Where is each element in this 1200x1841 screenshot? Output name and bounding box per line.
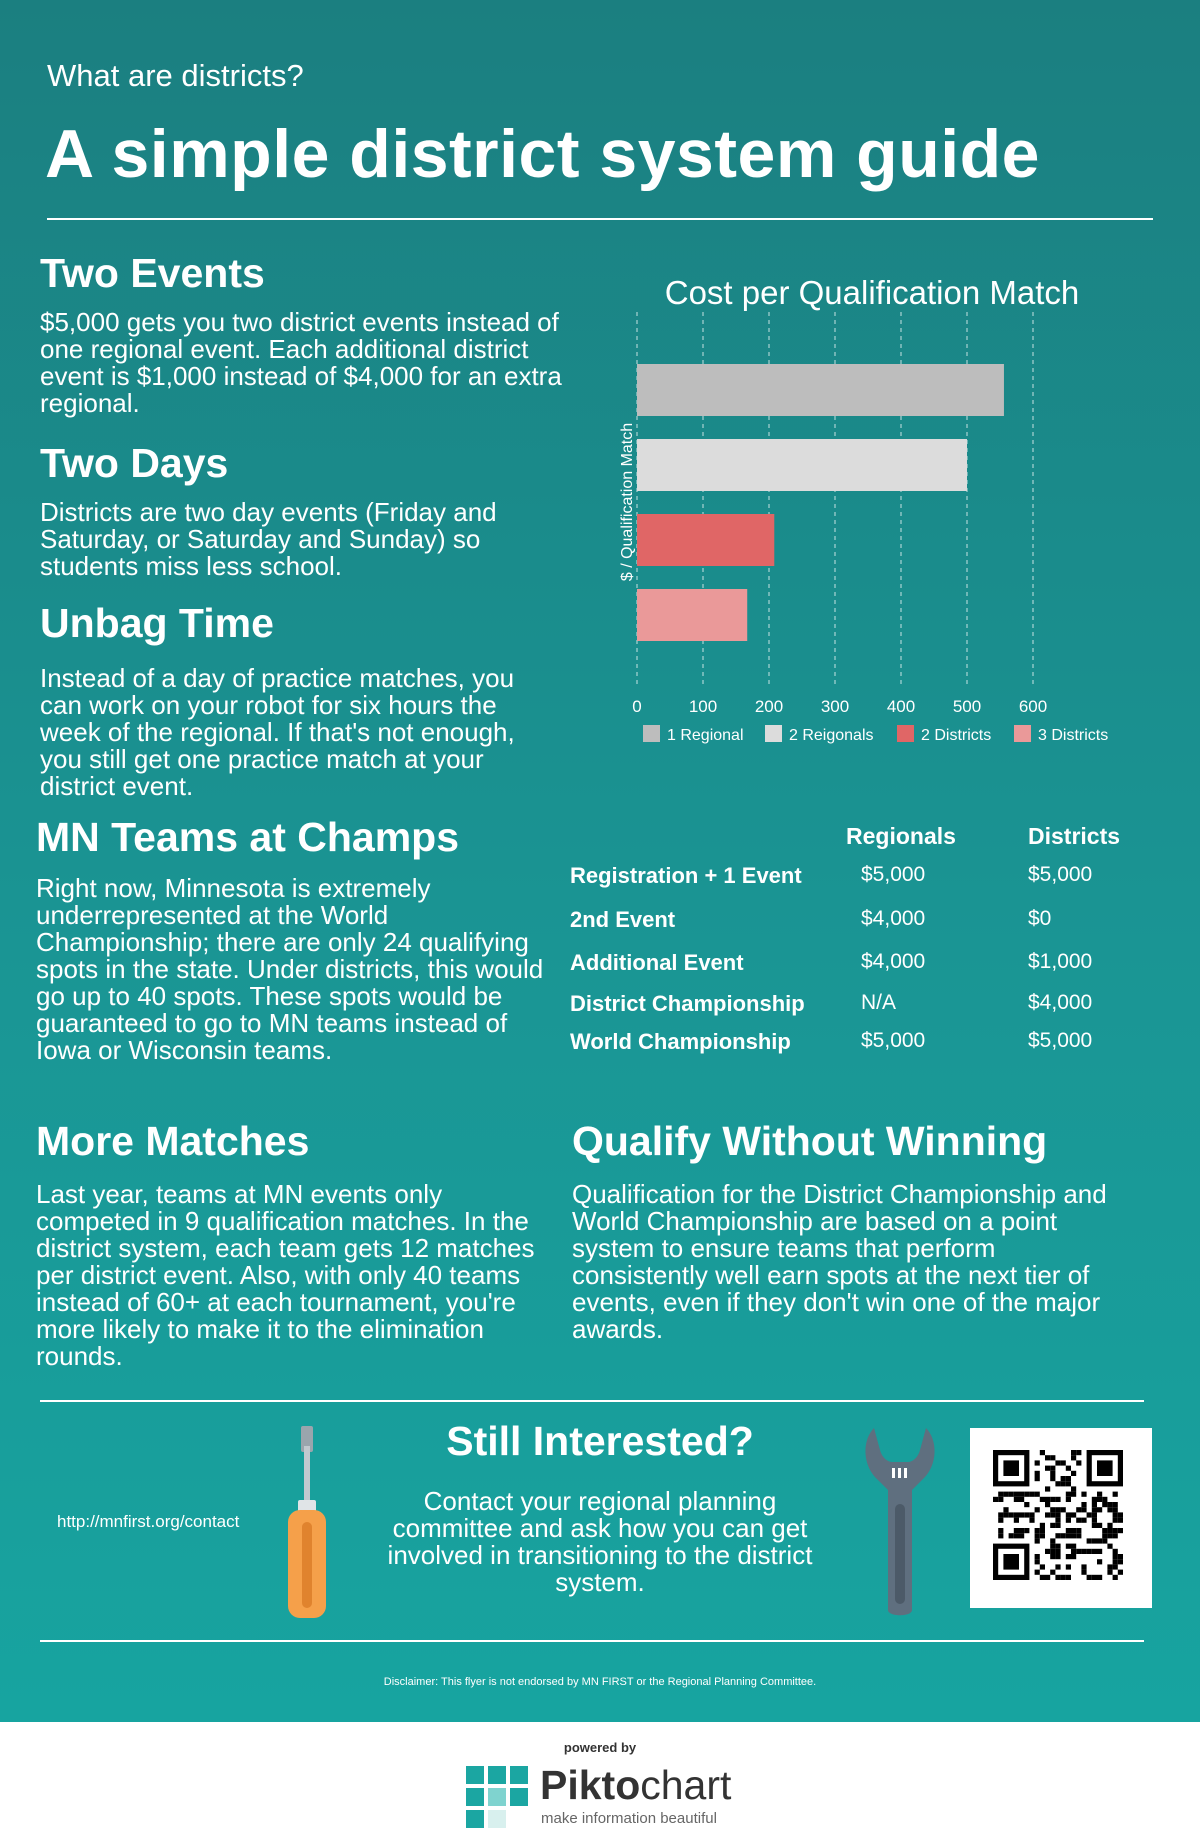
qr-module (1113, 1492, 1118, 1497)
piktochart-brand (540, 1762, 731, 1809)
qr-module (1035, 1528, 1040, 1533)
row-label: World Championship (570, 1029, 791, 1054)
qr-module (1066, 1481, 1071, 1486)
row-label: Registration + 1 Event (570, 863, 802, 888)
section-heading: More Matches (36, 1118, 310, 1164)
piktochart-tagline: make information beautiful (541, 1810, 717, 1827)
piktochart-footer (0, 1722, 1200, 1841)
wrench-icon (860, 1424, 940, 1620)
qr-module (1035, 1570, 1040, 1575)
kicker-text: What are districts? (47, 58, 304, 93)
qr-module (1071, 1492, 1076, 1497)
qr-module (1061, 1533, 1066, 1538)
qr-module (1014, 1512, 1019, 1517)
section-unbag-time (40, 600, 540, 800)
qr-module (1045, 1497, 1050, 1502)
chart-tick-label: 600 (1018, 697, 1048, 716)
chart-tick-label: 300 (820, 697, 850, 716)
chart-tick-label: 100 (688, 697, 718, 716)
qr-module (1097, 1507, 1102, 1512)
qr-module (1061, 1575, 1066, 1580)
qr-code-icon[interactable] (970, 1428, 1152, 1608)
qr-module (1055, 1512, 1060, 1517)
qr-module (1029, 1518, 1034, 1523)
qr-module (1092, 1538, 1097, 1543)
section-body: Qualification for the District Championship and World Championship are based on a point system to ensure teams that perform consistently well earn spots at the next tier of events, even if they don't win one of the major awards. (572, 1179, 1107, 1344)
qr-module (1076, 1533, 1081, 1538)
qr-module (1076, 1549, 1081, 1554)
qr-module (1071, 1450, 1076, 1455)
regionals-cost: $5,000 (861, 1029, 926, 1052)
qr-module (1045, 1502, 1050, 1507)
qr-module (1024, 1512, 1029, 1517)
qr-module (1107, 1523, 1112, 1528)
chart-legend-swatch (643, 725, 660, 742)
qr-module (1107, 1564, 1112, 1569)
qr-module (1113, 1502, 1118, 1507)
piktochart-logo-icon[interactable] (466, 1766, 528, 1828)
qr-module (1055, 1507, 1060, 1512)
qr-module (1076, 1460, 1081, 1465)
row-label: Additional Event (570, 950, 744, 975)
chart-tick-label: 400 (886, 697, 916, 716)
regionals-cost: $4,000 (861, 950, 926, 973)
regionals-cost: N/A (861, 991, 897, 1014)
qr-module (1050, 1544, 1055, 1549)
qr-module (1055, 1554, 1060, 1559)
qr-module (1092, 1497, 1097, 1502)
qr-module (1035, 1507, 1040, 1512)
qr-module (1066, 1544, 1071, 1549)
qr-module (1087, 1575, 1092, 1580)
qr-module (1107, 1544, 1112, 1549)
qr-module (1055, 1549, 1060, 1554)
qr-module (1066, 1466, 1071, 1471)
section-body: Instead of a day of practice matches, you can work on your robot for six hours the week of the regional. If that's not enough, you still get one practice match at your district event. (40, 663, 515, 801)
qr-module (1019, 1528, 1024, 1533)
qr-module (1113, 1575, 1118, 1580)
qr-module (1118, 1554, 1123, 1559)
regionals-cost: $5,000 (861, 863, 926, 886)
qr-module (1045, 1575, 1050, 1580)
qr-module (1040, 1497, 1045, 1502)
qr-module (1019, 1512, 1024, 1517)
qr-module (1050, 1471, 1055, 1476)
disclaimer-text: Disclaimer: This flyer is not endorsed by MN FIRST or the Regional Planning Committee. (383, 1676, 817, 1688)
qr-module (1076, 1450, 1081, 1455)
qr-module (1113, 1554, 1118, 1559)
qr-module (1050, 1554, 1055, 1559)
qr-module (1055, 1460, 1060, 1465)
districts-cost: $4,000 (1028, 991, 1093, 1014)
contact-url-link[interactable]: http://mnfirst.org/contact (57, 1512, 240, 1531)
qr-module (1014, 1533, 1019, 1538)
chart-legend-swatch (1014, 725, 1031, 742)
qr-module (1050, 1507, 1055, 1512)
qr-module (1097, 1549, 1102, 1554)
qr-module (1009, 1492, 1014, 1497)
cta-body: Contact your regional planning committee and ask how you can get involved in transitioning to the district system. (387, 1486, 813, 1597)
divider-bottom (40, 1640, 1144, 1642)
chart-tick-label: 200 (754, 697, 784, 716)
section-mn-teams (36, 814, 546, 1064)
qr-module (1050, 1570, 1055, 1575)
qr-module (1050, 1538, 1055, 1543)
qr-module (1040, 1450, 1045, 1455)
qr-module (1071, 1549, 1076, 1554)
section-heading: Two Events (40, 250, 265, 296)
qr-module (1092, 1502, 1097, 1507)
chart-bar (637, 589, 747, 641)
qr-module (1092, 1549, 1097, 1554)
section-heading: Unbag Time (40, 600, 274, 646)
chart-bar (637, 364, 1004, 416)
section-body: $5,000 gets you two district events instead of one regional event. Each additional district event is $1,000 instead of $4,000 for an extra regional. (40, 307, 562, 418)
qr-module (998, 1518, 1003, 1523)
qr-module (1102, 1528, 1107, 1533)
qr-module (993, 1497, 998, 1502)
qr-module (1029, 1512, 1034, 1517)
qr-module (1055, 1533, 1060, 1538)
qr-module (1066, 1476, 1071, 1481)
qr-module (1055, 1564, 1060, 1569)
qr-module (1040, 1564, 1045, 1569)
qr-module (998, 1492, 1003, 1497)
qr-module (1050, 1549, 1055, 1554)
cost-table (570, 823, 1170, 1063)
qr-module (1040, 1528, 1045, 1533)
qr-module (1061, 1476, 1066, 1481)
qr-module (1045, 1512, 1050, 1517)
qr-module (1097, 1538, 1102, 1543)
qr-module (1024, 1502, 1029, 1507)
qr-finder-inner (1003, 1554, 1019, 1570)
qr-module (1045, 1549, 1050, 1554)
qr-module (1014, 1518, 1019, 1523)
qr-module (1092, 1512, 1097, 1517)
chart-legend-label: 2 Reigonals (789, 727, 874, 744)
qr-module (1066, 1575, 1071, 1580)
qr-module (1035, 1533, 1040, 1538)
qr-module (1097, 1497, 1102, 1502)
row-label: 2nd Event (570, 907, 676, 932)
regionals-cost: $4,000 (861, 907, 926, 930)
qr-module (1071, 1554, 1076, 1559)
qr-module (1050, 1512, 1055, 1517)
qr-module (1061, 1481, 1066, 1486)
qr-code-graphic (970, 1428, 1152, 1608)
chart-legend-swatch (765, 725, 782, 742)
qr-module (1076, 1518, 1081, 1523)
section-heading: MN Teams at Champs (36, 814, 460, 860)
qr-module (1102, 1533, 1107, 1538)
qr-module (1071, 1544, 1076, 1549)
qr-module (1035, 1476, 1040, 1481)
section-more-matches (36, 1118, 546, 1370)
qr-module (1003, 1507, 1008, 1512)
qr-module (1019, 1497, 1024, 1502)
qr-module (1035, 1460, 1040, 1465)
qr-module (1081, 1549, 1086, 1554)
qr-module (1035, 1559, 1040, 1564)
qr-module (1050, 1523, 1055, 1528)
qr-module (1097, 1523, 1102, 1528)
qr-module (1107, 1502, 1112, 1507)
qr-module (1102, 1538, 1107, 1543)
qr-module (1113, 1533, 1118, 1538)
qr-module (1050, 1476, 1055, 1481)
qr-module (1118, 1570, 1123, 1575)
qr-module (1029, 1492, 1034, 1497)
qr-module (1092, 1507, 1097, 1512)
qr-module (1024, 1492, 1029, 1497)
qr-module (1066, 1533, 1071, 1538)
qr-module (1066, 1528, 1071, 1533)
qr-module (1097, 1492, 1102, 1497)
qr-module (1055, 1575, 1060, 1580)
qr-module (1066, 1497, 1071, 1502)
qr-module (1050, 1466, 1055, 1471)
qr-module (1113, 1528, 1118, 1533)
qr-module (998, 1512, 1003, 1517)
qr-module (1076, 1507, 1081, 1512)
row-label: District Championship (570, 991, 805, 1016)
qr-module (1113, 1512, 1118, 1517)
qr-module (1081, 1518, 1086, 1523)
qr-module (1092, 1523, 1097, 1528)
chart-title: Cost per Qualification Match (664, 274, 1080, 311)
section-two-events (40, 250, 580, 417)
qr-module (1040, 1523, 1045, 1528)
qr-module (1019, 1492, 1024, 1497)
qr-module (1061, 1507, 1066, 1512)
qr-module (1118, 1518, 1123, 1523)
qr-module (1014, 1528, 1019, 1533)
qr-module (1113, 1507, 1118, 1512)
qr-module (1113, 1549, 1118, 1554)
qr-module (1118, 1559, 1123, 1564)
qr-module (1118, 1528, 1123, 1533)
chart-bar (637, 439, 967, 491)
qr-module (1076, 1528, 1081, 1533)
qr-module (1102, 1502, 1107, 1507)
qr-module (1113, 1564, 1118, 1569)
qr-module (1061, 1460, 1066, 1465)
qr-module (1009, 1533, 1014, 1538)
districts-cost: $5,000 (1028, 1029, 1093, 1052)
brand-bold: Pikto (540, 1762, 641, 1808)
districts-cost: $5,000 (1028, 863, 1093, 886)
qr-module (1055, 1544, 1060, 1549)
chart-bar (637, 514, 774, 566)
qr-module (1071, 1471, 1076, 1476)
qr-module (1087, 1512, 1092, 1517)
divider-top (47, 218, 1153, 220)
qr-module (1081, 1502, 1086, 1507)
qr-module (1024, 1528, 1029, 1533)
qr-module (1107, 1528, 1112, 1533)
chart-legend-label: 3 Districts (1038, 727, 1109, 744)
qr-module (1040, 1575, 1045, 1580)
qr-module (1045, 1455, 1050, 1460)
qr-module (1003, 1492, 1008, 1497)
qr-module (1050, 1497, 1055, 1502)
section-body: Last year, teams at MN events only competed in 9 qualification matches. In the district system, each team gets 12 matches per district event. Also, with only 40 teams instead of 60+ at each tournament, you're more likely to make it to the elimination rounds. (36, 1179, 535, 1371)
column-header-districts: Districts (1028, 823, 1121, 849)
powered-by-text: powered by (563, 1740, 637, 1755)
qr-module (1035, 1554, 1040, 1559)
qr-module (1071, 1528, 1076, 1533)
qr-module (1071, 1512, 1076, 1517)
qr-module (1107, 1570, 1112, 1575)
qr-module (1081, 1492, 1086, 1497)
cta-heading: Still Interested? (446, 1418, 754, 1464)
page-title: A simple district system guide (45, 116, 1040, 192)
chart-legend-label: 2 Districts (921, 727, 992, 744)
qr-module (1087, 1549, 1092, 1554)
qr-module (1087, 1538, 1092, 1543)
brand-light: chart (640, 1762, 732, 1808)
qr-module (1102, 1497, 1107, 1502)
column-header-regionals: Regionals (846, 823, 956, 849)
qr-module (1071, 1455, 1076, 1460)
qr-module (1014, 1492, 1019, 1497)
qr-module (1097, 1559, 1102, 1564)
qr-module (1055, 1497, 1060, 1502)
qr-module (1107, 1507, 1112, 1512)
qr-module (1040, 1533, 1045, 1538)
qr-module (1066, 1564, 1071, 1569)
districts-cost: $1,000 (1028, 950, 1093, 973)
section-body: Right now, Minnesota is extremely underrepresented at the World Championship; there are only 24 qualifying spots in the state. Under districts, this would go up to 40 spots. These spots would be guaranteed to go to MN teams instead of Iowa or Wisconsin teams. (36, 873, 544, 1065)
screwdriver-icon (282, 1426, 332, 1622)
qr-module (1092, 1518, 1097, 1523)
qr-module (1055, 1481, 1060, 1486)
qr-module (1097, 1575, 1102, 1580)
qr-module (1003, 1512, 1008, 1517)
qr-module (1050, 1455, 1055, 1460)
qr-module (1066, 1492, 1071, 1497)
chart-tick-label: 0 (632, 697, 642, 716)
qr-module (1055, 1518, 1060, 1523)
qr-module (1014, 1497, 1019, 1502)
qr-module (1035, 1471, 1040, 1476)
chart-tick-label: 500 (952, 697, 982, 716)
qr-module (998, 1533, 1003, 1538)
section-two-days (40, 440, 560, 580)
qr-module (998, 1497, 1003, 1502)
qr-module (1071, 1533, 1076, 1538)
qr-module (1035, 1538, 1040, 1543)
qr-finder-inner (1003, 1460, 1019, 1476)
qr-module (1055, 1523, 1060, 1528)
chart-y-axis-label: $ / Qualification Match (619, 422, 636, 582)
districts-cost: $0 (1028, 907, 1052, 930)
qr-module (1092, 1575, 1097, 1580)
qr-module (1009, 1512, 1014, 1517)
section-qualify-without-winning (572, 1118, 1132, 1343)
qr-module (998, 1528, 1003, 1533)
qr-module (1081, 1570, 1086, 1575)
qr-module (1019, 1533, 1024, 1538)
chart-legend-label: 1 Regional (667, 727, 744, 744)
chart-legend-swatch (897, 725, 914, 742)
qr-module (1045, 1486, 1050, 1491)
section-body: Districts are two day events (Friday and Saturday, or Saturday and Sunday) so students miss less school. (40, 497, 497, 581)
divider-middle (40, 1400, 1144, 1402)
qr-module (1071, 1486, 1076, 1491)
section-heading: Two Days (40, 440, 229, 486)
qr-module (1066, 1512, 1071, 1517)
qr-module (1113, 1518, 1118, 1523)
qr-module (1081, 1507, 1086, 1512)
qr-module (1045, 1466, 1050, 1471)
qr-module (1107, 1533, 1112, 1538)
qr-module (1081, 1564, 1086, 1569)
qr-module (1066, 1554, 1071, 1559)
qr-module (1118, 1512, 1123, 1517)
qr-finder-inner (1097, 1460, 1113, 1476)
cost-per-match-chart (600, 312, 1140, 772)
qr-module (1035, 1492, 1040, 1497)
section-heading: Qualify Without Winning (572, 1118, 1048, 1164)
qr-module (1066, 1518, 1071, 1523)
qr-module (1113, 1559, 1118, 1564)
